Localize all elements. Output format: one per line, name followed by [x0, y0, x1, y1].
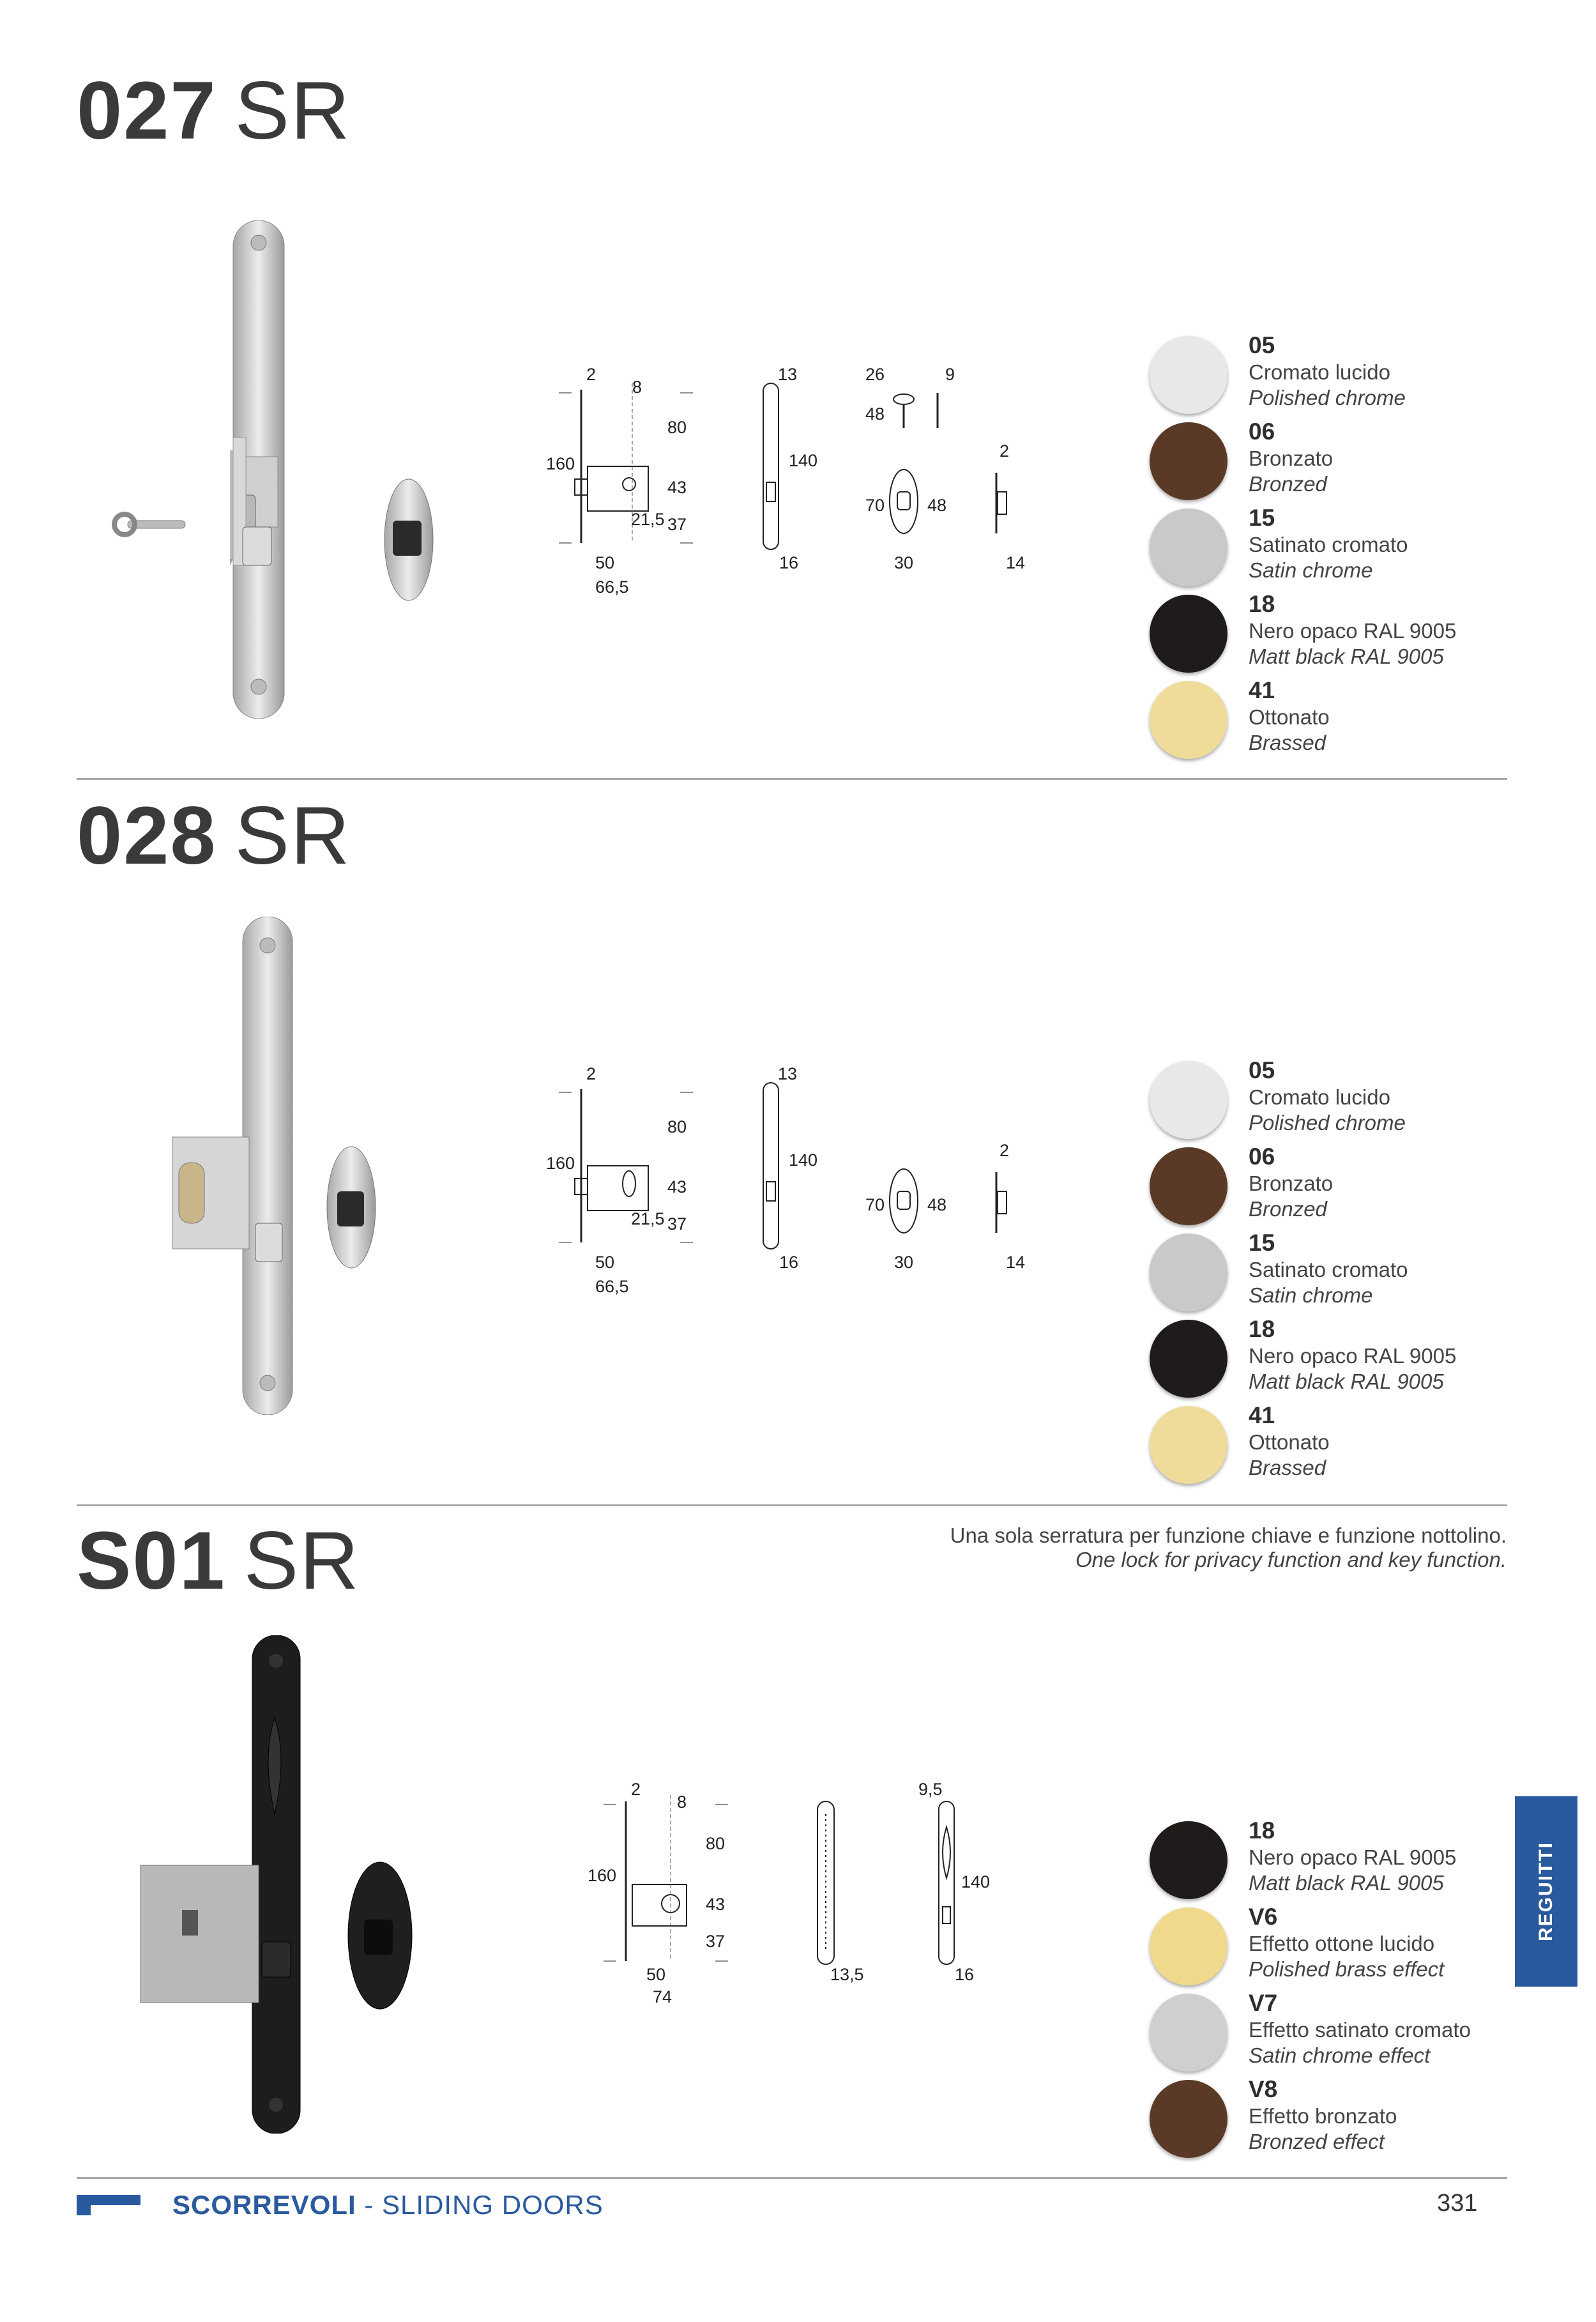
finish-item [1150, 1817, 1533, 1904]
dim-label: 48 [927, 1195, 947, 1214]
finish-item [1150, 418, 1533, 505]
dim-label: 160 [588, 1866, 617, 1885]
dim-label: 70 [865, 1195, 885, 1214]
finish-code: 18 [1249, 1316, 1275, 1342]
finish-name-it: Nero opaco RAL 9005 [1249, 1344, 1457, 1368]
dim-label: 9 [945, 365, 955, 384]
note-en: One lock for privacy function and key function. [1075, 1548, 1507, 1571]
section-divider [77, 1504, 1507, 1506]
dim-label: 30 [894, 553, 914, 572]
finish-code: 06 [1249, 418, 1275, 445]
finish-name-en: Matt black RAL 9005 [1249, 1871, 1444, 1895]
finish-item [1150, 1402, 1533, 1488]
finish-item [1150, 591, 1533, 677]
finish-item [1150, 677, 1533, 763]
dim-label: 13,5 [830, 1965, 864, 1984]
finish-item [1150, 1316, 1533, 1402]
finish-item [1150, 332, 1533, 418]
footer-category-bold: SCORREVOLI [172, 2190, 356, 2220]
dim-label: 50 [646, 1965, 666, 1984]
dim-label: 14 [1006, 553, 1026, 572]
finish-swatch [1150, 595, 1227, 673]
dim-label: 21,5 [631, 1209, 665, 1228]
dim-label: 80 [667, 418, 687, 437]
section-divider [77, 778, 1507, 780]
finish-name-en: Polished chrome [1249, 386, 1406, 409]
finish-name-it: Ottonato [1249, 705, 1330, 729]
finish-item [1150, 1990, 1533, 2076]
finish-code: V8 [1249, 2076, 1278, 2102]
footer-category-light: SLIDING DOORS [382, 2190, 604, 2220]
dim-label: 2 [586, 1064, 597, 1083]
product-suffix: SR [234, 65, 351, 157]
finish-swatch [1150, 1320, 1227, 1398]
finish-name-it: Bronzato [1249, 1172, 1334, 1195]
finish-name-it: Ottonato [1249, 1430, 1330, 1454]
dim-label: 80 [667, 1117, 687, 1136]
footer-divider [77, 2177, 1507, 2179]
dim-label: 2 [999, 1141, 1010, 1160]
finish-swatch [1150, 336, 1227, 414]
product-code: S01 [77, 1515, 226, 1607]
finish-code: 18 [1249, 1817, 1275, 1844]
dim-label: 26 [865, 365, 885, 384]
page-number: 331 [1437, 2190, 1478, 2217]
dim-label: 140 [789, 451, 818, 470]
section-title-s01 [77, 1515, 360, 1607]
finish-item [1150, 1904, 1533, 1990]
product-note [950, 1524, 1507, 1572]
footer-category [172, 2190, 604, 2220]
finish-name-en: Brassed [1249, 731, 1326, 754]
dim-label: 16 [779, 553, 799, 572]
dim-label: 70 [865, 496, 885, 515]
dim-label: 2 [586, 365, 597, 384]
footer-separator: - [356, 2190, 383, 2220]
finish-name-it: Cromato lucido [1249, 1085, 1390, 1109]
lock-photo-027 [109, 220, 441, 719]
finish-code: 41 [1249, 1402, 1275, 1428]
finish-code: 05 [1249, 1057, 1275, 1083]
dim-label: 48 [865, 404, 885, 424]
finish-swatch [1150, 1907, 1227, 1985]
section-title-028 [77, 790, 351, 882]
finish-name-en: Matt black RAL 9005 [1249, 645, 1444, 668]
finish-name-it: Effetto ottone lucido [1249, 1932, 1435, 1955]
finish-name-en: Bronzed [1249, 472, 1327, 496]
dim-label: 14 [1006, 1253, 1026, 1272]
product-suffix: SR [234, 790, 351, 882]
dim-label: 37 [667, 515, 687, 534]
product-code: 027 [77, 65, 217, 157]
brand-side-tab [1515, 1796, 1577, 1987]
finish-swatch [1150, 422, 1227, 500]
dim-label: 37 [706, 1932, 726, 1951]
dim-label: 13 [778, 365, 798, 384]
dim-label: 16 [779, 1253, 799, 1272]
finish-name-it: Effetto satinato cromato [1249, 2018, 1471, 2042]
finish-list-028 [1150, 1057, 1533, 1488]
finish-name-it: Nero opaco RAL 9005 [1249, 1845, 1457, 1869]
finish-code: 06 [1249, 1143, 1275, 1170]
finish-swatch [1150, 1821, 1227, 1899]
dim-label: 2 [999, 441, 1010, 461]
note-it: Una sola serratura per funzione chiave e funzione nottolino. [950, 1524, 1507, 1547]
dim-label: 43 [667, 478, 687, 497]
brand-logo-icon [77, 2190, 141, 2215]
finish-name-en: Matt black RAL 9005 [1249, 1370, 1444, 1393]
finish-swatch [1150, 1147, 1227, 1225]
product-code: 028 [77, 790, 217, 882]
dim-label: 13 [778, 1064, 798, 1083]
finish-name-it: Nero opaco RAL 9005 [1249, 619, 1457, 643]
finish-item [1150, 2076, 1533, 2162]
finish-swatch [1150, 1994, 1227, 2072]
finish-name-en: Bronzed effect [1249, 2130, 1385, 2153]
dim-label: 140 [789, 1150, 818, 1170]
dim-label: 48 [927, 496, 947, 515]
dim-label: 8 [632, 378, 642, 397]
finish-code: 18 [1249, 591, 1275, 617]
dim-label: 66,5 [595, 1277, 629, 1296]
finish-swatch [1150, 681, 1227, 759]
finish-code: 15 [1249, 1230, 1275, 1256]
finish-name-it: Satinato cromato [1249, 533, 1408, 556]
finish-swatch [1150, 1061, 1227, 1139]
dim-label: 140 [961, 1872, 991, 1891]
finish-name-en: Polished brass effect [1249, 1957, 1445, 1981]
finish-code: V6 [1249, 1904, 1278, 1930]
lock-photo-028 [166, 917, 402, 1415]
dim-label: 30 [894, 1253, 914, 1272]
lock-photo-s01 [131, 1635, 425, 2134]
finish-swatch [1150, 2080, 1227, 2158]
product-suffix: SR [243, 1515, 360, 1607]
finish-swatch [1150, 1234, 1227, 1311]
finish-name-en: Bronzed [1249, 1197, 1327, 1221]
finish-item [1150, 1057, 1533, 1143]
dim-label: 160 [546, 454, 575, 473]
side-tab-label: REGUITTI [1535, 1842, 1556, 1941]
dim-label: 16 [955, 1965, 975, 1984]
finish-item [1150, 505, 1533, 591]
finish-item [1150, 1143, 1533, 1230]
finish-code: 41 [1249, 677, 1275, 703]
finish-list-027 [1150, 332, 1533, 763]
dim-label: 37 [667, 1214, 687, 1234]
finish-name-it: Satinato cromato [1249, 1258, 1408, 1281]
dim-label: 8 [677, 1792, 687, 1812]
finish-name-it: Effetto bronzato [1249, 2104, 1397, 2128]
finish-name-en: Satin chrome effect [1249, 2043, 1431, 2067]
dim-label: 160 [546, 1154, 575, 1173]
finish-name-en: Polished chrome [1249, 1111, 1406, 1134]
dim-label: 9,5 [918, 1780, 943, 1799]
dim-label: 2 [631, 1780, 641, 1799]
dim-label: 74 [653, 1987, 673, 2006]
technical-drawing-028 [536, 1057, 1060, 1300]
dim-label: 50 [595, 1253, 615, 1272]
finish-name-it: Cromato lucido [1249, 360, 1390, 384]
finish-item [1150, 1230, 1533, 1316]
technical-drawing-027 [536, 358, 1060, 600]
finish-code: V7 [1249, 1990, 1278, 2016]
dim-label: 80 [706, 1834, 726, 1853]
finish-name-en: Satin chrome [1249, 558, 1373, 582]
technical-drawing-s01 [575, 1776, 1022, 2006]
finish-name-it: Bronzato [1249, 447, 1334, 470]
dim-label: 50 [595, 553, 615, 572]
dim-label: 21,5 [631, 510, 665, 529]
finish-name-en: Brassed [1249, 1456, 1326, 1479]
finish-swatch [1150, 1406, 1227, 1484]
section-title-027 [77, 65, 351, 157]
dim-label: 43 [667, 1177, 687, 1196]
dim-label: 66,5 [595, 577, 629, 597]
finish-code: 05 [1249, 332, 1275, 358]
finish-code: 15 [1249, 505, 1275, 531]
dim-label: 43 [706, 1895, 726, 1914]
finish-name-en: Satin chrome [1249, 1283, 1373, 1307]
finish-swatch [1150, 508, 1227, 586]
finish-list-s01 [1150, 1817, 1533, 2162]
